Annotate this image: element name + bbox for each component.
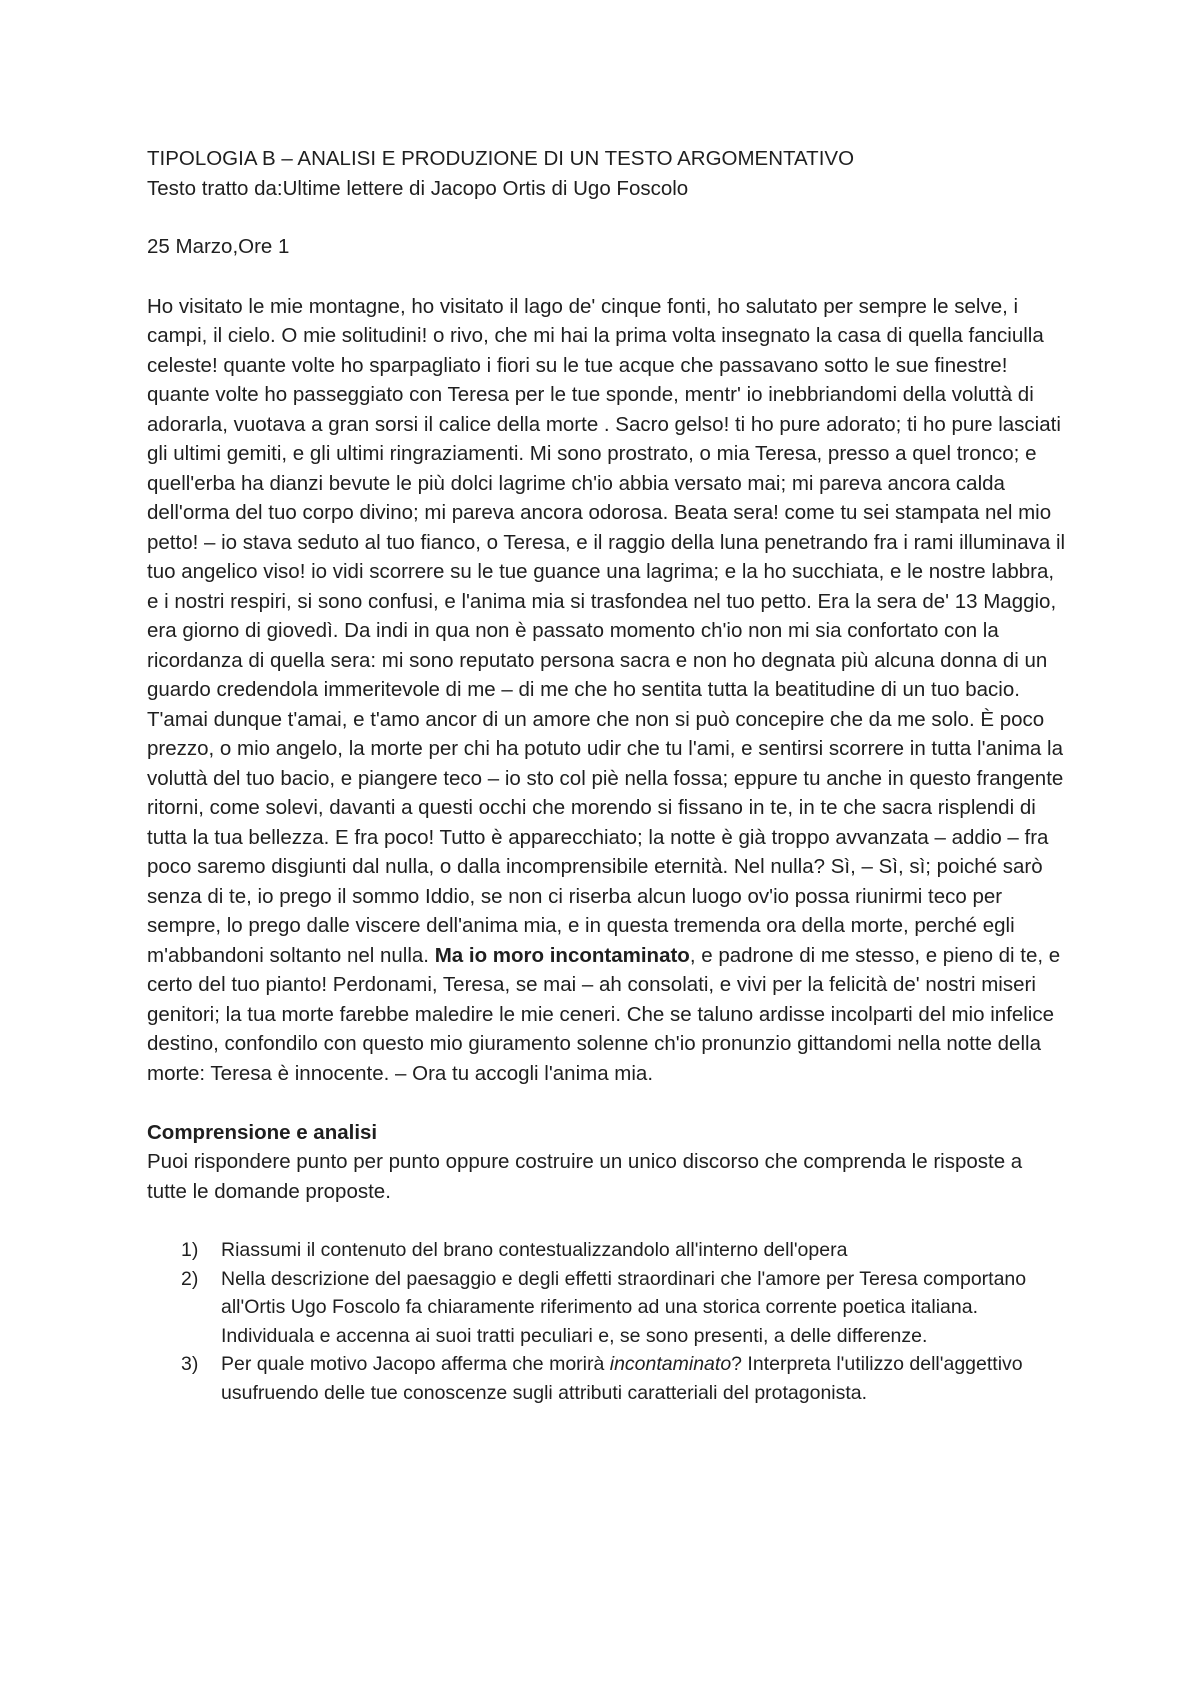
letter-passage bbox=[147, 292, 1067, 1089]
question-number: 3) bbox=[181, 1353, 199, 1376]
document-title: TIPOLOGIA B – ANALISI E PRODUZIONE DI UN TESTO ARGOMENTATIVO bbox=[147, 147, 855, 170]
passage-bold-text: Ma io moro incontaminato bbox=[434, 943, 690, 967]
document-page bbox=[147, 144, 1067, 1408]
question-text-before-italic: Per quale motivo Jacopo afferma che morirà bbox=[221, 1353, 610, 1376]
passage-text-after-bold: , e padrone di me stesso, e pieno di te, e certo del tuo pianto! Perdonami, Teresa, se mai – ah consolati, e vivi per la felicità de' nostri miseri genitori; la tua morte farebbe maledire le mie ceneri. Che se taluno ardisse incolparti del mio infelice destino, confondilo con questo mio giuramento solenne ch'io pronunzio gittandomi nella notte della morte: Teresa è innocente. – Ora tu accogli l'anima mia. bbox=[147, 943, 1061, 1085]
section-heading: Comprensione e analisi bbox=[147, 1121, 378, 1144]
question-number: 2) bbox=[181, 1267, 199, 1290]
question-list bbox=[147, 1236, 1067, 1408]
question-item-3 bbox=[147, 1350, 1067, 1407]
question-text: Nella descrizione del paesaggio e degli effetti straordinari che l'amore per Teresa comportano all'Ortis Ugo Foscolo fa chiaramente riferimento ad una storica corrente poetica italiana. Individuala e accenna ai suoi tratti peculiari e, se sono presenti, a delle differenze. bbox=[221, 1267, 1027, 1347]
spacer bbox=[147, 1206, 1067, 1236]
letter-date: 25 Marzo,Ore 1 bbox=[147, 235, 290, 258]
question-number: 1) bbox=[181, 1239, 199, 1261]
spacer bbox=[147, 1088, 1067, 1118]
passage-text-before-bold: Ho visitato le mie montagne, ho visitato il lago de' cinque fonti, ho salutato per sempre le selve, i campi, il cielo. O mie solitudini! o rivo, che mi hai la prima volta insegnato la casa di quella fanciulla celeste! quante volte ho sparpagliato i fiori su le tue acque che passavano sotto le sue finestre! quante volte ho passeggiato con Teresa per le tue sponde, mentr' io inebbriandomi della voluttà di adorarla, vuotava a gran sorsi il calice della morte . Sacro gelso! ti ho pure adorato; ti ho pure lasciati gli ultimi gemiti, e gli ultimi ringraziamenti. Mi sono prostrato, o mia Teresa, presso a quel tronco; e quell'erba ha dianzi bevute le più dolci lagrime ch'io abbia versato mai; mi pareva ancora calda dell'orma del tuo corpo divino; mi pareva ancora odorosa. Beata sera! come tu sei stampata nel mio petto! – io stava seduto al tuo fianco, o Teresa, e il raggio della luna penetrando fra i rami illuminava il tuo angelico viso! io vidi scorrere su le tue guance una lagrima; e la ho succhiata, e le nostre labbra, e i nostri respiri, si sono confusi, e l'anima mia si trasfondea nel tuo petto. Era la sera de' 13 Maggio, era giorno di giovedì. Da indi in qua non è passato momento ch'io non mi sia confortato con la ricordanza di quella sera: mi sono reputato persona sacra e non ho degnata più alcuna donna di un guardo credendola immeritevole di me – di me che ho sentita tutta la beatitudine di un tuo bacio. T'amai dunque t'amai, e t'amo ancor di un amore che non si può concepire che da me solo. È poco prezzo, o mio angelo, la morte per chi ha potuto udir che tu l'ami, e sentirsi scorrere in tutta l'anima la voluttà del tuo bacio, e piangere teco – io sto col piè nella fossa; eppure tu anche in questo frangente ritorni, come solevi, davanti a questi occhi che morendo si fissano in te, in te che sacra risplendi di tutta la tua bellezza. E fra poco! Tutto è apparecchiato; la notte è già troppo avvanzata – addio – fra poco saremo disgiunti dal nulla, o dalla incomprensibile eternità. Nel nulla? Sì, – Sì, sì; poiché sarò senza di te, io prego il sommo Iddio, se non ci riserba alcun luogo ov'io possa riunirmi teco per sempre, lo prego dalle viscere dell'anima mia, e in questa tremenda ora della morte, perché egli m'abbandoni soltanto nel nulla. bbox=[147, 294, 1066, 967]
spacer bbox=[147, 262, 1067, 292]
question-text: Riassumi il contenuto del brano contestualizzandolo all'interno dell'opera bbox=[221, 1239, 848, 1261]
document-source: Testo tratto da:Ultime lettere di Jacopo Ortis di Ugo Foscolo bbox=[147, 176, 689, 200]
section-intro: Puoi rispondere punto per punto oppure costruire un unico discorso che comprenda le risposte a tutte le domande proposte. bbox=[147, 1150, 1023, 1203]
question-item-2 bbox=[147, 1265, 1067, 1351]
question-italic-word: incontaminato bbox=[609, 1353, 732, 1376]
spacer bbox=[147, 203, 1067, 232]
question-text-after-italic: ? Interpreta l'utilizzo dell'aggettivo usufruendo delle tue conoscenze sugli attributi caratteriali del protagonista. bbox=[221, 1353, 1023, 1404]
question-item-1 bbox=[147, 1236, 1067, 1265]
question-text bbox=[221, 1350, 1067, 1407]
